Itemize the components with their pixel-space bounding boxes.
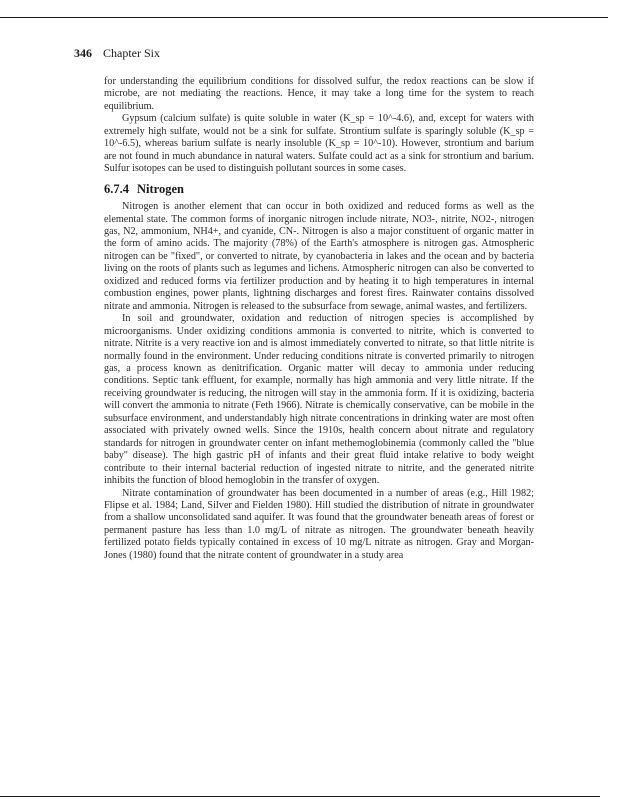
page-number: 346 [74, 46, 92, 60]
running-header [74, 46, 160, 61]
section-number: 6.7.4 [104, 181, 129, 196]
paragraph-continued: for understanding the equilibrium conditions for dissolved sulfur, the redox reactions can be slow if microbe, are not mediating the reactions. Hence, it may take a long time for the system to reach equilibrium. [104, 76, 534, 112]
paragraph-soil-groundwater: In soil and groundwater, oxidation and reduction of nitrogen species is accomplished by microorganisms. Under oxidizing conditions ammonia is converted to nitrite, which is converted to nitrate. Nitrite is a very reactive ion and is almost immediately converted to nitrate, so that little nitrite is normally found in the environment. Under reducing conditions nitrate is converted primarily to nitrogen gas, a process known as denitrification. Organic matter will decay to ammonia under reducing conditions. Septic tank effluent, for example, normally has high ammonia and very little nitrate. If the receiving groundwater is reducing, the nitrogen will stay in the ammonia form. If it is oxidizing, bacteria will convert the ammonia to nitrate (Feth 1966). Nitrate is chemically conservative, can be mobile in the subsurface environment, and understandably high nitrate concentrations in drinking water are most often associated with privately owned wells. Since the 1910s, health concern about nitrate and regulatory standards for nitrogen in groundwater center on infant methemoglobinemia (commonly called the "blue baby" disease). The high gastric pH of infants and their great fluid intake relative to body weight contribute to their internal bacterial reduction of ingested nitrate to nitrite, and the generated nitrite inhibits the function of blood hemoglobin in the transfer of oxygen. [104, 313, 534, 487]
paragraph-gypsum: Gypsum (calcium sulfate) is quite soluble in water (K_sp = 10^-4.6), and, except for waters with extremely high sulfate, would not be a sink for sulfate. Strontium sulfate is sparingly soluble (K_sp = 10^-6.5), whereas barium sulfate is nearly insoluble (K_sp = 10^-10). However, strontium and barium are not found in much abundance in natural waters. Sulfate could act as a sink for strontium and barium. Sulfur isotopes can be used to distinguish pollutant sources in some cases. [104, 113, 534, 175]
paragraph-nitrate-contamination: Nitrate contamination of groundwater has been documented in a number of areas (e.g., Hill 1982; Flipse et al. 1984; Land, Silver and Fielden 1980). Hill studied the distribution of nitrate in groundwater from a shallow unconsolidated sand aquifer. It was found that the groundwater beneath areas of forest or permanent pasture has less than 1.0 mg/L of nitrate as nitrogen. The groundwater beneath heavily fertilized potato fields typically contained in excess of 10 mg/L nitrate as nitrogen. Gray and Morgan-Jones (1980) found that the nitrate content of groundwater in a study area [104, 487, 534, 561]
chapter-title: Chapter Six [103, 46, 160, 60]
top-rule [0, 17, 608, 18]
page-body [104, 76, 534, 562]
section-title: Nitrogen [137, 181, 184, 196]
bottom-rule [0, 796, 600, 797]
section-heading [104, 183, 534, 195]
paragraph-nitrogen-forms: Nitrogen is another element that can occur in both oxidized and reduced forms as well as the elemental state. The common forms of inorganic nitrogen include nitrate, NO3-, nitrite, NO2-, nitrogen gas, N2, ammonium, NH4+, and cyanide, CN-. Nitrogen is also a major constituent of organic matter in the form of amino acids. The majority (78%) of the Earth's atmosphere is nitrogen gas. Atmospheric nitrogen can be "fixed", or converted to nitrate, by cyanobacteria in lakes and the ocean and by bacteria living on the roots of plants such as legumes and lichens. Atmospheric nitrogen can also be converted to oxidized and reduced forms via fertilizer production and by heating it to high temperatures in internal combustion engines, power plants, lightning discharges and forest fires. Rainwater contains dissolved nitrate and ammonia. Nitrogen is released to the subsurface from sewage, animal wastes, and fertilizers. [104, 201, 534, 312]
